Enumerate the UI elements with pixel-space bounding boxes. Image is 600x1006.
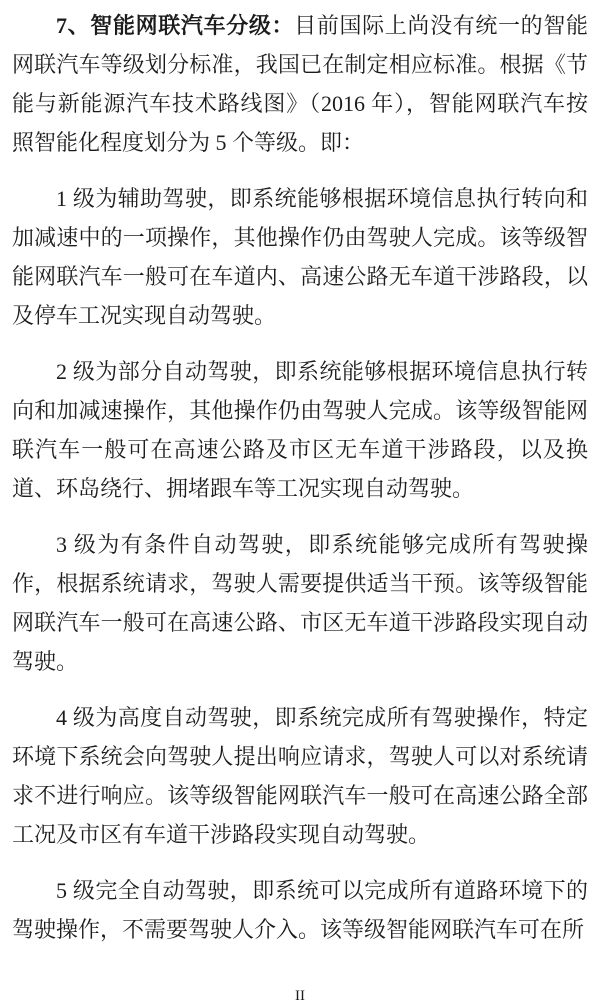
- section-heading-text: 目前国际上尚没有统一的智能网联汽车等级划分标准，我国已在制定相应标准。根据《节能与新能源汽车技术路线图》（2016 年），智能网联汽车按照智能化程度划分为 5 个等级。即：: [12, 13, 588, 155]
- paragraph-heading: [12, 6, 588, 162]
- page-number: II: [295, 988, 305, 1004]
- paragraph-level-2: 2 级为部分自动驾驶，即系统能够根据环境信息执行转向和加减速操作，其他操作仍由驾驶人完成。该等级智能网联汽车一般可在高速公路及市区无车道干涉路段，以及换道、环岛绕行、拥堵跟车等工况实现自动驾驶。: [12, 359, 588, 501]
- paragraph-level-3: 3 级为有条件自动驾驶，即系统能够完成所有驾驶操作，根据系统请求，驾驶人需要提供适当干预。该等级智能网联汽车一般可在高速公路、市区无车道干涉路段实现自动驾驶。: [12, 532, 588, 674]
- section-heading-label: 7、智能网联汽车分级：: [56, 13, 295, 38]
- paragraph-level-1: 1 级为辅助驾驶，即系统能够根据环境信息执行转向和加减速中的一项操作，其他操作仍由驾驶人完成。该等级智能网联汽车一般可在车道内、高速公路无车道干涉路段，以及停车工况实现自动驾驶。: [12, 186, 588, 328]
- paragraph-level-4: 4 级为高度自动驾驶，即系统完成所有驾驶操作，特定环境下系统会向驾驶人提出响应请求，驾驶人可以对系统请求不进行响应。该等级智能网联汽车一般可在高速公路全部工况及市区有车道干涉路段实现自动驾驶。: [12, 705, 588, 847]
- paragraph-level-5: 5 级完全自动驾驶，即系统可以完成所有道路环境下的驾驶操作，不需要驾驶人介入。该等级智能网联汽车可在所: [12, 878, 588, 942]
